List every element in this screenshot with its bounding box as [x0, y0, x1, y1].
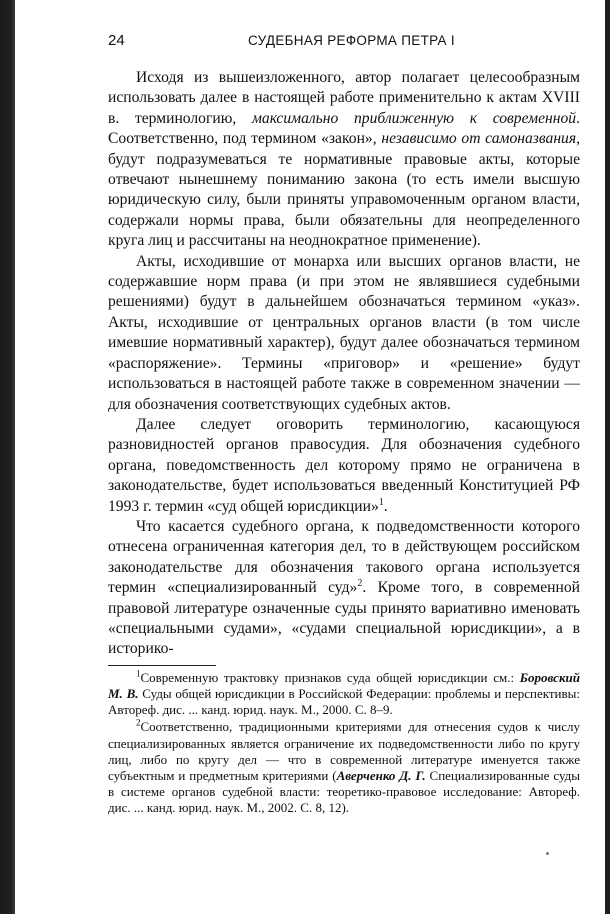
footnote-mark: 2 [136, 718, 141, 729]
page-number: 24 [108, 32, 125, 49]
footnote-ref-1[interactable]: 1 [378, 496, 384, 508]
footnote-author: Аверченко Д. Г. [336, 768, 426, 783]
footnote-2 [108, 719, 580, 816]
main-text [108, 68, 580, 817]
running-title: СУДЕБНАЯ РЕФОРМА ПЕТРА I [248, 33, 455, 48]
footnote-separator [108, 665, 216, 666]
italic-phrase: независимо от самоназвания [381, 130, 577, 148]
paragraph-text: Что касается судебного органа, к подведомственности которого отнесена ограниченная категория дел, то в действующем российском законодательстве для обозначения такового органа используется термин «специализированный суд» [108, 517, 580, 597]
footnote-mark: 1 [136, 668, 141, 679]
footnote-author: Боровский М. В. [108, 669, 580, 701]
paragraph-3 [108, 415, 580, 517]
paragraph-text: . Кроме того, в современной правовой литературе означенные суды принято вариативно именовать «специальными судами», «судами специальной юрисдикции», а в историко- [108, 579, 581, 658]
paragraph-text: . Соответственно, под термином «закон», [108, 109, 580, 148]
paragraph-text: . [383, 497, 388, 515]
paragraph-text: Исходя из вышеизложенного, автор полагает целесообразным использовать далее в настоящей работе применительно к актам XVIII в. терминологию, [108, 69, 580, 127]
footnote-text: Современную трактовку признаков суда общей юрисдикции см.: [140, 669, 520, 685]
paragraph-1 [108, 68, 580, 252]
scan-speck [546, 852, 549, 855]
footnote-text: Суды общей юрисдикции в Российской Федерации: проблемы и перспективы: Автореф. дис. ... канд. юрид. наук. М., 2000. С. 8–9. [108, 685, 580, 718]
paragraph-4 [108, 517, 580, 660]
scan-left-edge [0, 0, 15, 914]
page-header [108, 32, 580, 49]
paragraph-2: Акты, исходившие от монарха или высших органов власти, не содержавшие норм права (и при этом не являвшиеся судебными решениями) будут в дальнейшем обозначаться термином «указ». Акты, исходившие от центральных органов власти (в том числе имевшие нормативный характер), будут далее обозначаться термином «распоряжение». Термины «приговор» и «решение» будут использоваться в настоящей работе также в современном значении — для обозначения соответствующих судебных актов. [108, 252, 580, 413]
footnote-ref-2[interactable]: 2 [357, 577, 363, 589]
footnote-text: Специализированные суды в системе органов судебной власти: теоретико-правовое исследование: Автореф. дис. ... канд. юрид. наук. М., 2002. С. 8, 12). [108, 768, 580, 816]
footnote-1 [108, 670, 580, 719]
italic-phrase: максимально приближенную к современной [251, 109, 577, 127]
scan-right-edge [605, 0, 610, 914]
paragraph-text: , будут подразумеваться те нормативные правовые акты, которые отвечают нынешнему пониманию закона (то есть имели высшую юридическую силу, были приняты управомоченным органом власти, содержали нормы права, были обязательны для неопределенного круга лиц и рассчитаны на неоднократное применение). [108, 130, 581, 250]
paragraph-text: Далее следует оговорить терминологию, касающуюся разновидностей органов правосудия. Для обозначения судебного органа, поведомственность дел которому прямо не ограничена в законодательстве, будет использоваться введенный Конституцией РФ 1993 г. термин «суд общей юрисдикции» [108, 415, 580, 515]
footnote-text: Соответственно, традиционными критериями для отнесения судов к числу специализированных является ограничение их подведомственности либо по кругу лиц, либо по кругу дел — что в современной литературе именуется также субъектным и предметным критериями ( [108, 719, 580, 783]
